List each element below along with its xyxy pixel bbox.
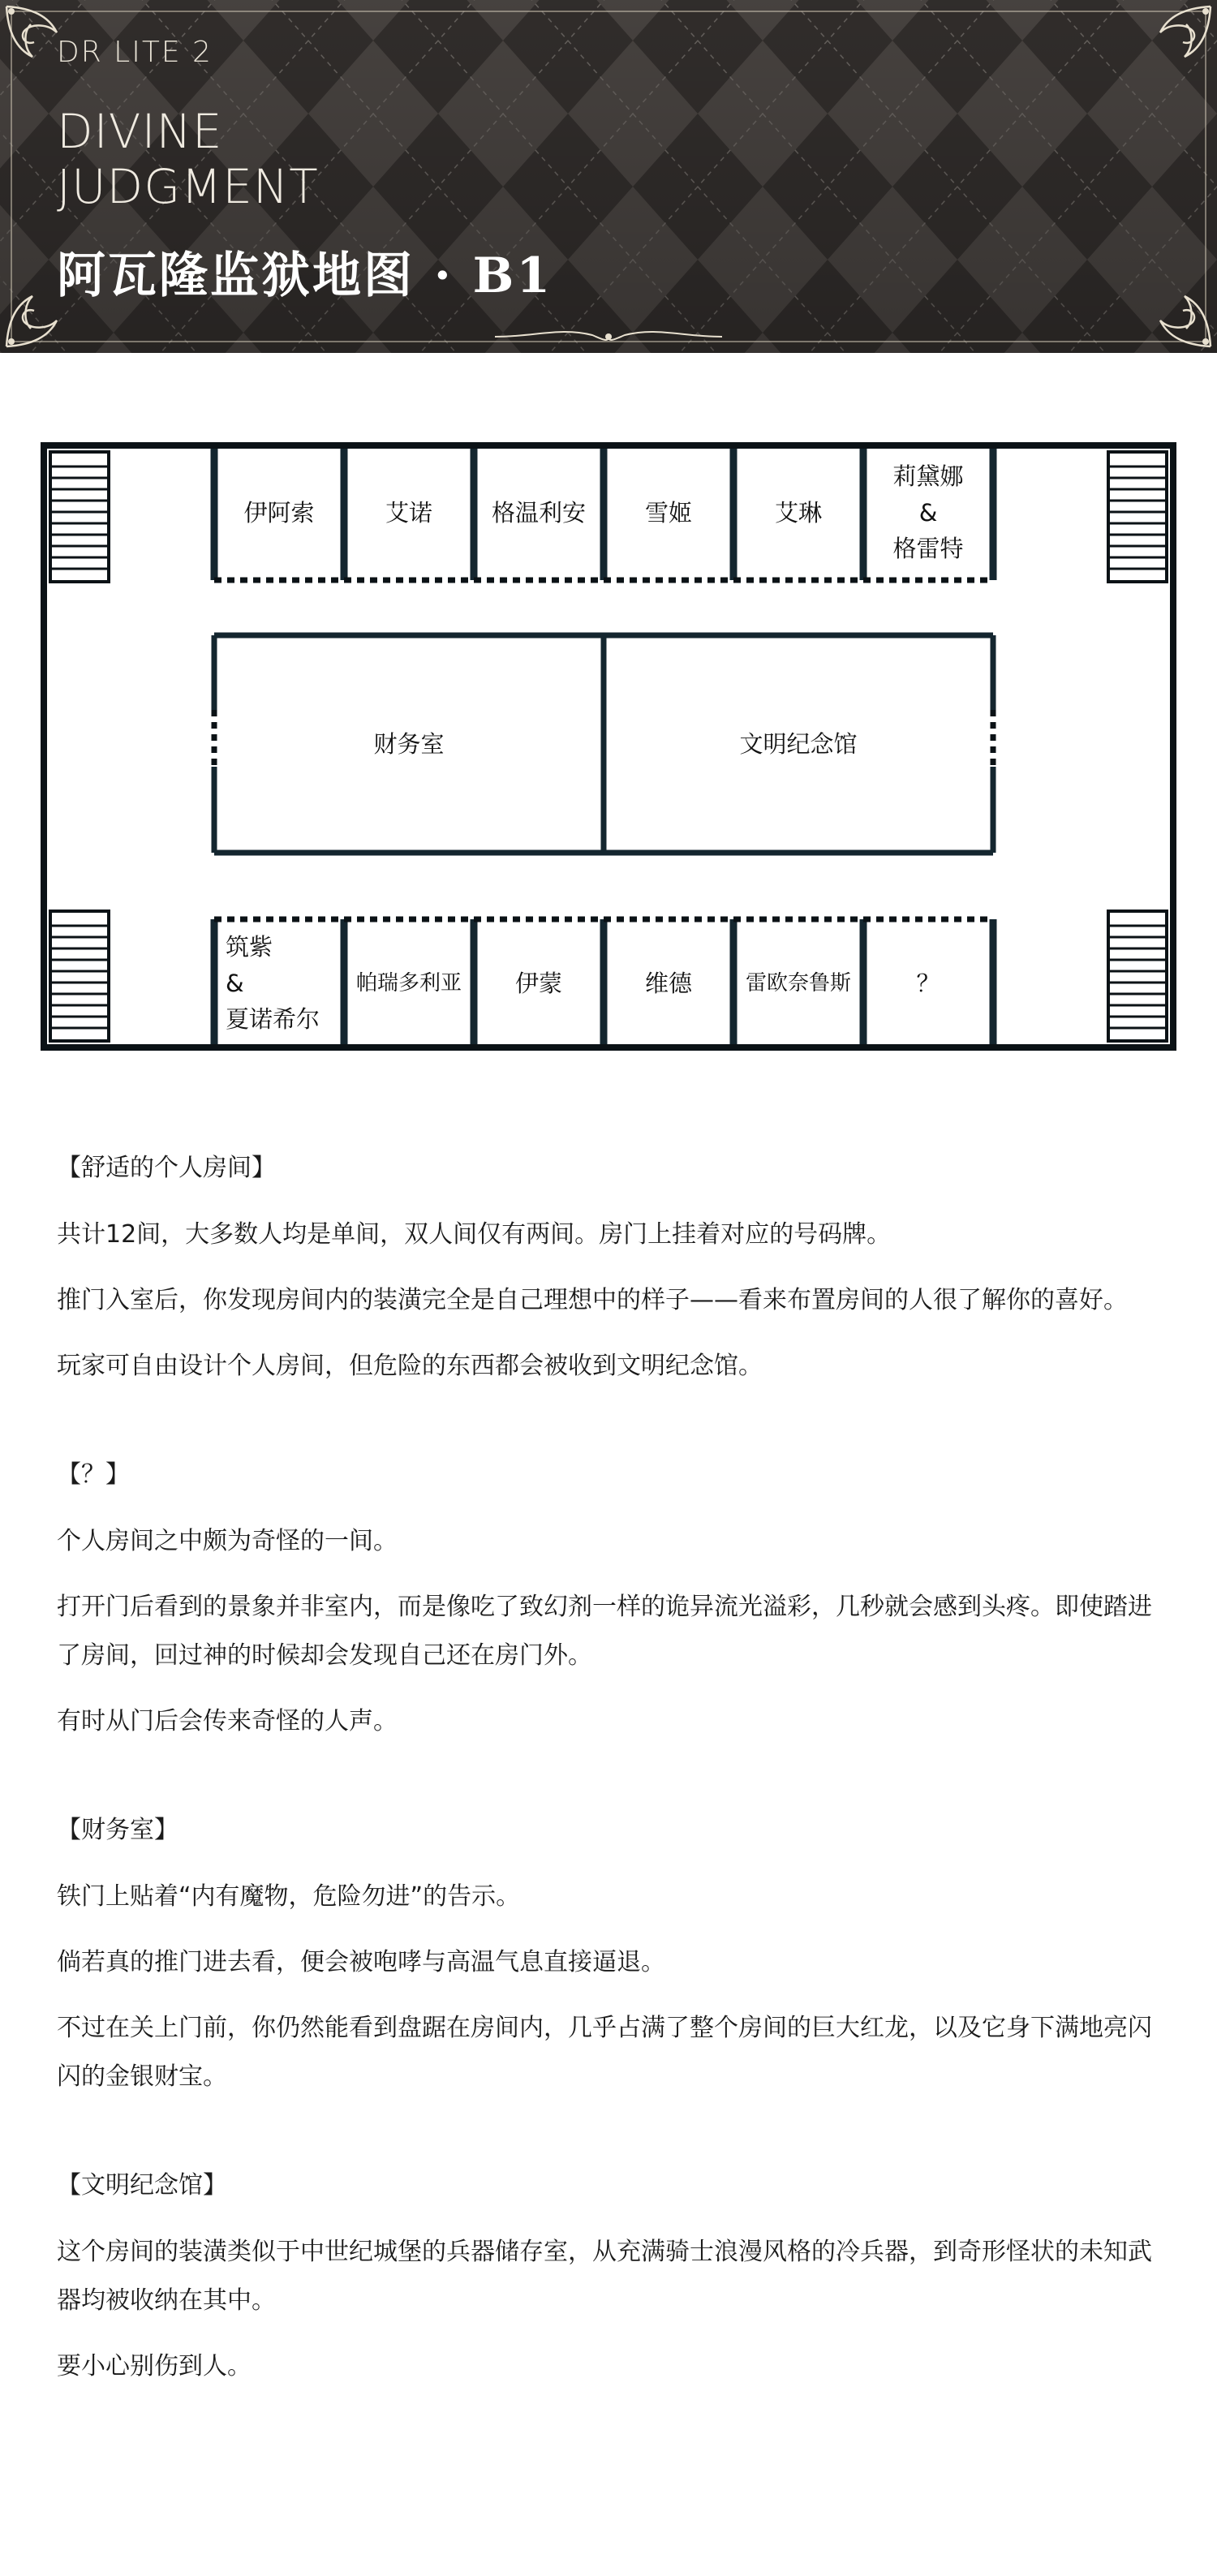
room-bottom-2: 帕瑞多利亚 <box>355 970 462 996</box>
room-top-6-name-1: 莉黛娜 <box>892 462 964 490</box>
description-content <box>57 1144 1160 2451</box>
paragraph: 个人房间之中颇为奇怪的一间。 <box>57 1527 398 1555</box>
paragraph: 有时从门后会传来奇怪的人声。 <box>57 1707 398 1735</box>
room-top-6 <box>867 452 990 574</box>
stairs-bottom-left-icon <box>50 911 109 1041</box>
paragraph: 打开门后看到的景象并非室内，而是像吃了致幻剂一样的诡异流光溢彩，几秒就会感到头疼。即使踏进了房间，回过神的时候却会发现自己还在房门外。 <box>57 1593 1152 1670</box>
room-bottom-3: 伊蒙 <box>514 969 562 997</box>
room-top-4: 雪姬 <box>644 498 692 527</box>
section-heading: 【文明纪念馆】 <box>57 2171 227 2200</box>
room-bottom-1-name-1: 筑紫 <box>226 932 273 961</box>
paragraph: 不过在关上门前，你仍然能看到盘踞在房间内，几乎占满了整个房间的巨大红龙，以及它身下满地亮闪闪的金银财宝。 <box>57 2014 1152 2091</box>
title-divine: DIVINE <box>57 104 223 159</box>
room-bottom-4: 维德 <box>644 969 692 997</box>
room-bottom-6: ？ <box>916 969 940 997</box>
ornament-bottom-right-icon <box>1095 231 1217 353</box>
section-heading: 【舒适的个人房间】 <box>57 1154 276 1182</box>
room-bottom-1 <box>217 924 341 1043</box>
room-top-3: 格温利安 <box>491 498 586 527</box>
header-banner <box>0 0 1217 353</box>
floor-map <box>41 442 1176 1051</box>
paragraph: 玩家可自由设计个人房间，但危险的东西都会被收到文明纪念馆。 <box>57 1352 763 1380</box>
room-bottom-1-amp: & <box>226 969 244 997</box>
paragraph: 要小心别伤到人。 <box>57 2352 252 2380</box>
section-heading: 【财务室】 <box>57 1816 178 1844</box>
room-top-6-name-2: 格雷特 <box>892 535 964 563</box>
room-top-5: 艾琳 <box>774 498 822 527</box>
paragraph: 推门入室后，你发现房间内的装潢完全是自己理想中的样子——看来布置房间的人很了解你的喜好。 <box>57 1286 1128 1314</box>
page-title: 阿瓦隆监狱地图 · B1 <box>57 247 553 304</box>
paragraph: 共计12间，大多数人均是单间，双人间仅有两间。房门上挂着对应的号码牌。 <box>57 1220 892 1249</box>
section-heading: 【？】 <box>57 1460 130 1489</box>
stairs-bottom-right-icon <box>1108 911 1167 1041</box>
title-judgment: JUDGMENT <box>57 159 319 214</box>
ornament-bottom-center-icon <box>487 320 730 353</box>
series-label: DR LITE 2 <box>57 36 213 69</box>
section-personal-rooms <box>57 1144 1160 1391</box>
paragraph: 这个房间的装潢类似于中世纪城堡的兵器储存室，从充满骑士浪漫风格的冷兵器，到奇形怪状的未知武器均被收纳在其中。 <box>57 2238 1152 2315</box>
room-top-6-amp: & <box>918 498 938 527</box>
room-civilization-memorial: 文明纪念馆 <box>739 729 858 758</box>
section-mystery-room <box>57 1451 1160 1746</box>
room-bottom-5: 雷欧奈鲁斯 <box>745 970 851 996</box>
paragraph: 倘若真的推门进去看，便会被咆哮与高温气息直接逼退。 <box>57 1948 665 1976</box>
room-bottom-1-name-2: 夏诺希尔 <box>226 1005 320 1034</box>
room-top-1: 伊阿索 <box>243 498 315 527</box>
stairs-top-right-icon <box>1108 452 1167 582</box>
section-finance-room <box>57 1806 1160 2101</box>
ornament-top-right-icon <box>1095 0 1217 122</box>
paragraph: 铁门上贴着“内有魔物，危险勿进”的告示。 <box>57 1882 521 1911</box>
room-finance: 财务室 <box>373 729 445 758</box>
section-civilization-memorial <box>57 2161 1160 2391</box>
stairs-top-left-icon <box>50 452 109 582</box>
room-top-2: 艾诺 <box>385 498 432 527</box>
